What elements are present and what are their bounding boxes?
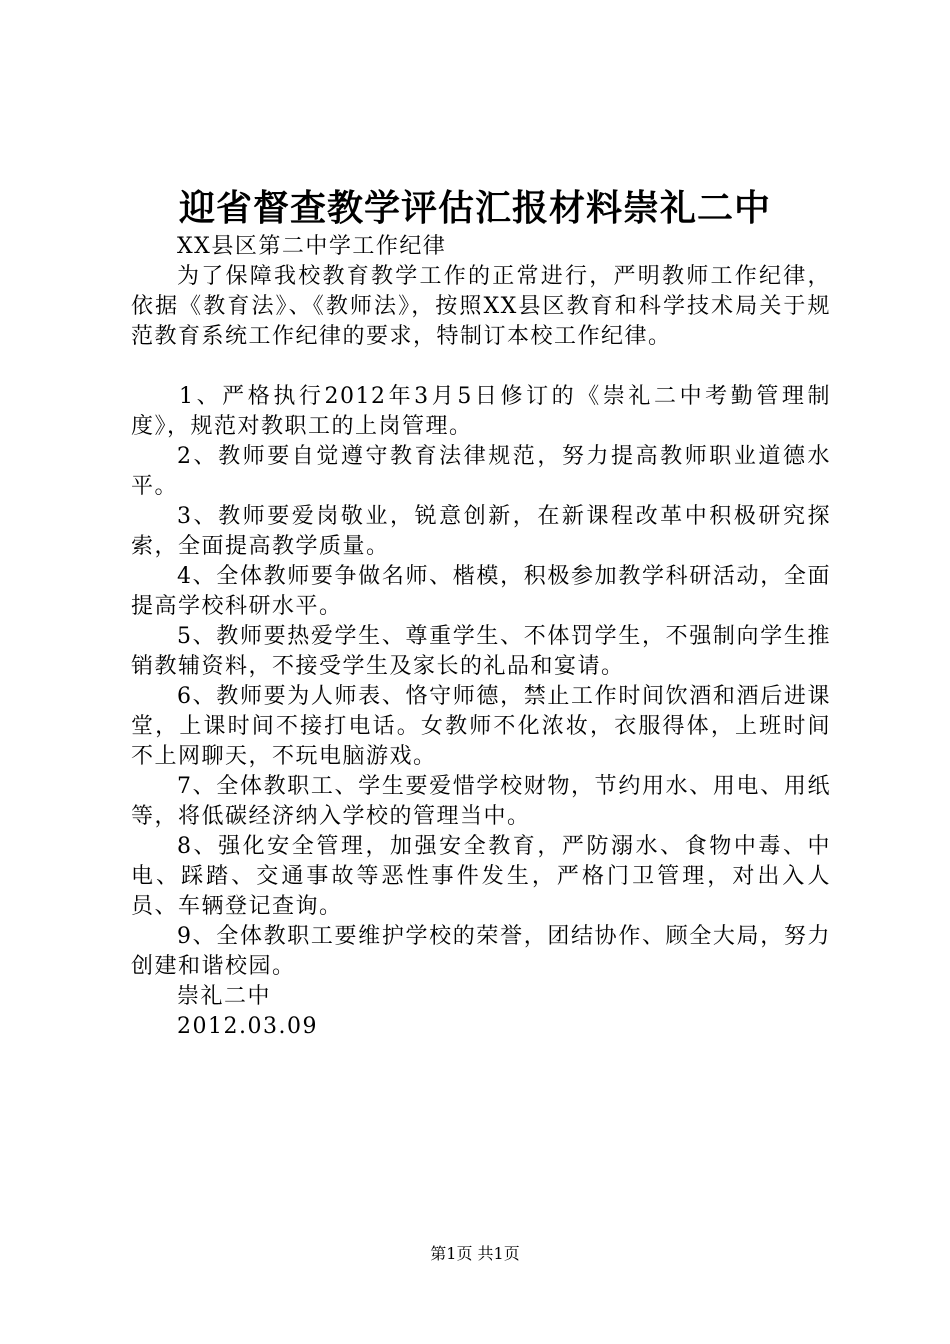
rule-item-3: 3、教师要爱岗敬业，锐意创新，在新课程改革中积极研究探索，全面提高教学质量。 xyxy=(131,504,831,559)
page-footer: 第1页 共1页 xyxy=(430,1244,520,1263)
document-title: 迎省督查教学评估汇报材料崇礼二中 xyxy=(178,187,771,229)
rule-item-9: 9、全体教职工要维护学校的荣誉，团结协作、顾全大局，努力创建和谐校园。 xyxy=(131,924,831,979)
rule-item-6: 6、教师要为人师表、恪守师德，禁止工作时间饮酒和酒后进课堂，上课时间不接打电话。女教师不化浓妆，衣服得体，上班时间不上网聊天，不玩电脑游戏。 xyxy=(131,684,831,769)
rule-item-5: 5、教师要热爱学生、尊重学生、不体罚学生，不强制向学生推销教辅资料，不接受学生及家长的礼品和宴请。 xyxy=(131,624,831,679)
rule-item-1: 1、严格执行2012年3月5日修订的《崇礼二中考勤管理制度》，规范对教职工的上岗管理。 xyxy=(131,384,831,439)
section-heading: XX县区第二中学工作纪律 xyxy=(177,234,447,259)
blank-line xyxy=(131,352,831,382)
rule-item-8: 8、强化安全管理，加强安全教育，严防溺水、食物中毒、中电、踩踏、交通事故等恶性事件发生，严格门卫管理，对出入人员、车辆登记查询。 xyxy=(131,834,831,919)
document-body xyxy=(131,232,831,1042)
rule-item-2: 2、教师要自觉遵守教育法律规范，努力提高教师职业道德水平。 xyxy=(131,444,831,499)
rule-item-7: 7、全体教职工、学生要爱惜学校财物，节约用水、用电、用纸等，将低碳经济纳入学校的管理当中。 xyxy=(131,774,831,829)
signature: 崇礼二中 xyxy=(177,984,272,1009)
document-date: 2012.03.09 xyxy=(177,1014,318,1039)
rule-item-4: 4、全体教师要争做名师、楷模，积极参加教学科研活动，全面提高学校科研水平。 xyxy=(131,564,831,619)
intro-paragraph: 为了保障我校教育教学工作的正常进行，严明教师工作纪律，依据《教育法》、《教师法》，按照XX县区教育和科学技术局关于规范教育系统工作纪律的要求，特制订本校工作纪律。 xyxy=(131,264,831,349)
